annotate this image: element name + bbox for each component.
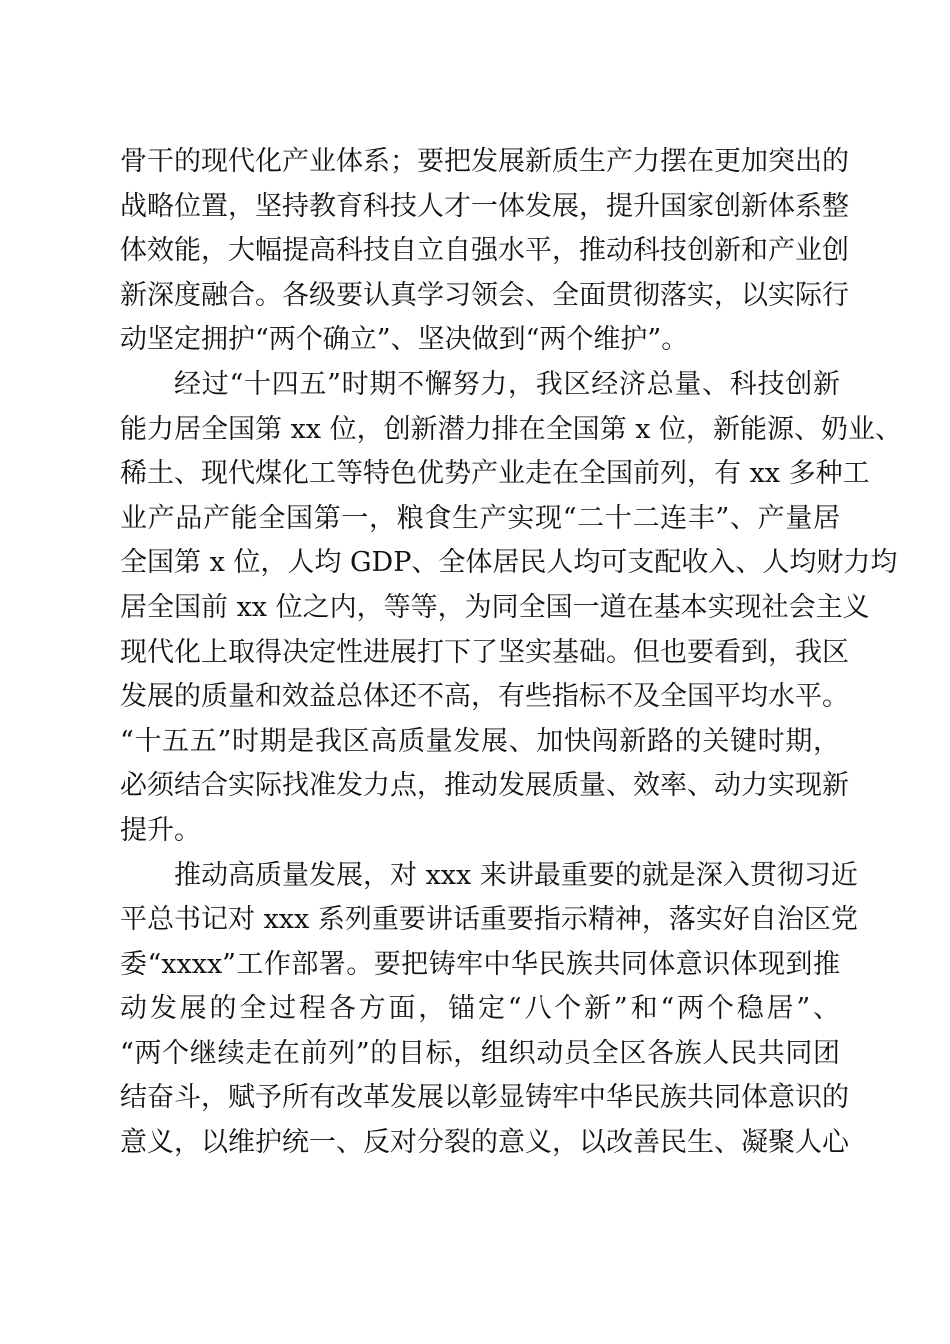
paragraph-1-line-5: 动坚定拥护“两个确立”、坚决做到“两个维护”。 — [120, 324, 689, 356]
paragraph-2-line-7: 现代化上取得决定性进展打下了坚实基础。但也要看到，我区 — [120, 636, 849, 668]
paragraph-2-line-11: 提升。 — [120, 814, 201, 846]
paragraph-3-line-3: 委“xxxx”工作部署。要把铸牢中华民族共同体意识体现到推 — [120, 948, 840, 980]
paragraph-2-line-3: 稀土、现代煤化工等特色优势产业走在全国前列，有 xx 多种工 — [120, 458, 870, 490]
paragraph-2-line-5: 全国第 x 位，人均 GDP、全体居民人均可支配收入、人均财力均 — [120, 547, 898, 579]
paragraph-2-line-6: 居全国前 xx 位之内，等等，为同全国一道在基本实现社会主义 — [120, 591, 870, 623]
document-body — [120, 140, 903, 1166]
paragraph-3-line-6: 结奋斗，赋予所有改革发展以彰显铸牢中华民族共同体意识的 — [120, 1082, 849, 1114]
paragraph-2-line-4: 业产品产能全国第一，粮食生产实现“二十二连丰”、产量居 — [120, 502, 840, 534]
paragraph-3-line-4: 动发展的全过程各方面，锚定“八个新”和“两个稳居”、 — [120, 993, 840, 1025]
paragraph-1-line-2: 战略位置，坚持教育科技人才一体发展，提升国家创新体系整 — [120, 190, 849, 222]
paragraph-1-line-1: 骨干的现代化产业体系；要把发展新质生产力摆在更加突出的 — [120, 146, 849, 177]
paragraph-2-line-2: 能力居全国第 xx 位，创新潜力排在全国第 x 位，新能源、奶业、 — [120, 413, 903, 445]
paragraph-3-line-1: 推动高质量发展，对 xxx 来讲最重要的就是深入贯彻习近 — [174, 859, 858, 891]
paragraph-1-line-4: 新深度融合。各级要认真学习领会、全面贯彻落实，以实际行 — [120, 279, 849, 311]
paragraph-2-line-9: “十五五”时期是我区高质量发展、加快闯新路的关键时期， — [120, 725, 840, 757]
paragraph-3-line-7: 意义，以维护统一、反对分裂的意义，以改善民生、凝聚人心 — [120, 1127, 849, 1159]
paragraph-2-line-1: 经过“十四五”时期不懈努力，我区经济总量、科技创新 — [174, 368, 840, 400]
paragraph-2-line-8: 发展的质量和效益总体还不高，有些指标不及全国平均水平。 — [120, 681, 849, 713]
paragraph-2-line-10: 必须结合实际找准发力点，推动发展质量、效率、动力实现新 — [120, 770, 849, 802]
paragraph-1-line-3: 体效能，大幅提高科技自立自强水平，推动科技创新和产业创 — [120, 235, 849, 267]
paragraph-3-line-5: “两个继续走在前列”的目标，组织动员全区各族人民共同团 — [120, 1037, 840, 1069]
paragraph-3-line-2: 平总书记对 xxx 系列重要讲话重要指示精神，落实好自治区党 — [120, 904, 858, 936]
